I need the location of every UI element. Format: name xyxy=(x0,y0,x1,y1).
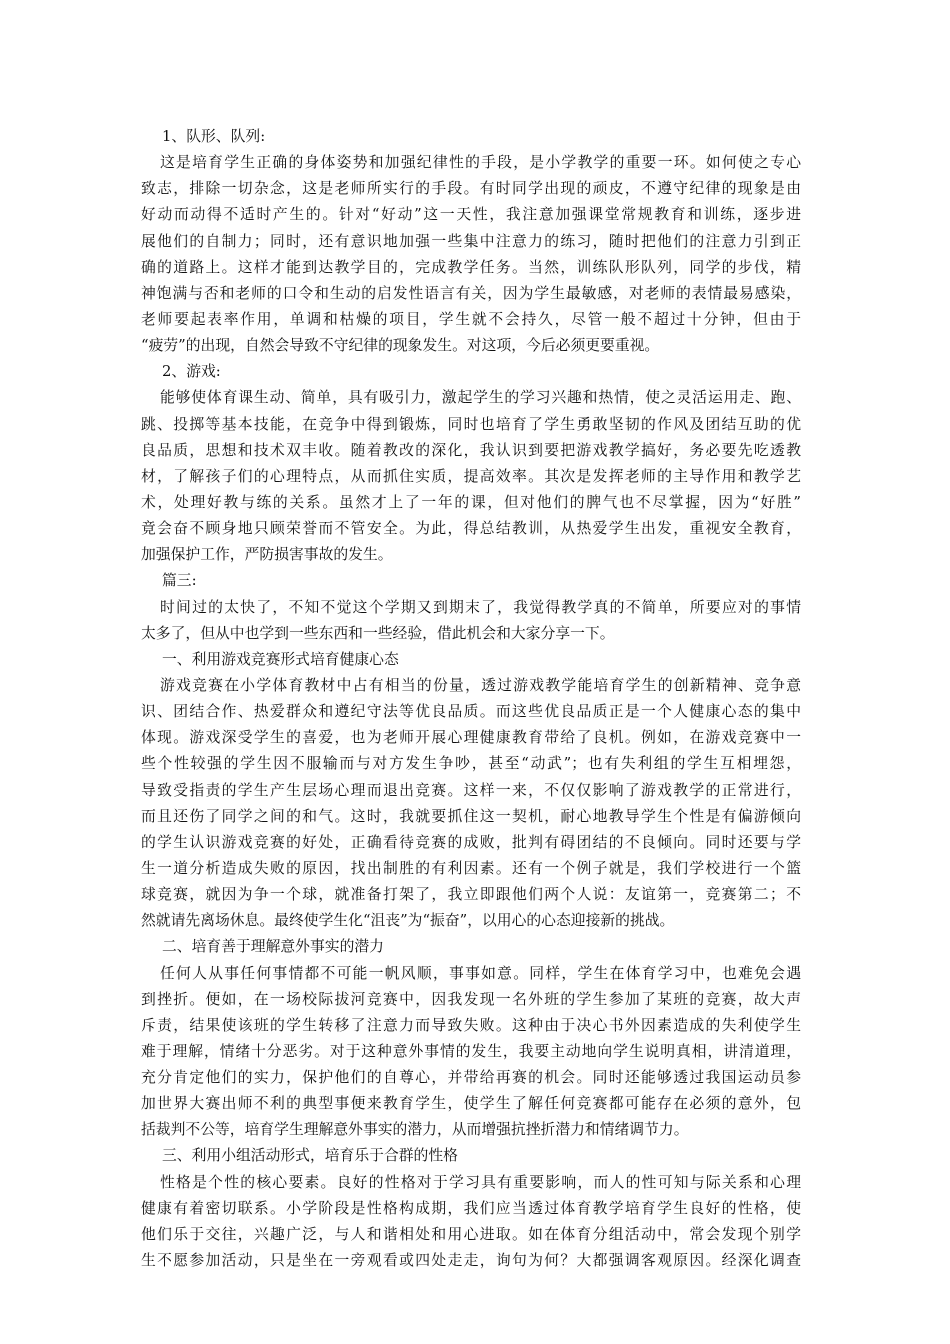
paragraph-line: 的学生认识游戏竞赛的好处，正确看待竞赛的成败，批判有碍团结的不良倾向。同时还要与学 xyxy=(141,833,801,851)
paragraph-line: 难于理解，情绪十分恶劣。对于这种意外事情的发生，我要主动地向学生说明真相，讲清道理， xyxy=(141,1042,801,1060)
section-heading: 三、利用小组活动形式，培育乐于合群的性格 xyxy=(162,1147,458,1165)
section-heading: 篇三: xyxy=(162,572,197,590)
paragraph-line: 生一道分析造成失败的原因，找出制胜的有利因素。还有一个例子就是，我们学校进行一个篮 xyxy=(141,859,801,877)
paragraph-line: 太多了，但从中也学到一些东西和一些经验，借此机会和大家分享一下。 xyxy=(141,624,615,642)
paragraph-line: 游戏竞赛在小学体育教材中占有相当的份量，透过游戏教学能培育学生的创新精神、竞争意 xyxy=(160,676,801,694)
paragraph-line: 性格是个性的核心要素。良好的性格对于学习具有重要影响，而人的性可知与际关系和心理 xyxy=(160,1173,801,1191)
paragraph-line: 术，处理好教与练的关系。虽然才上了一年的课，但对他们的脾气也不尽掌握，因为“好胜” xyxy=(141,493,801,511)
paragraph-line: 加强保护工作，严防损害事故的发生。 xyxy=(141,546,393,564)
paragraph-line: 导致受指责的学生产生层场心理而退出竞赛。这样一来，不仅仅影响了游戏教学的正常进行， xyxy=(141,781,801,799)
paragraph-line: 好动而动得不适时产生的。针对“好动”这一天性，我注意加强课堂常规教育和训练，逐步进 xyxy=(141,206,801,224)
paragraph-line: 括裁判不公等，培育学生理解意外事实的潜力，从而增强抗挫折潜力和情绪调节力。 xyxy=(141,1121,689,1139)
paragraph-line: 材，了解孩子们的心理特点，从而抓住实质，提高效率。其次是发挥老师的主导作用和教学艺 xyxy=(141,467,801,485)
paragraph-line: 而且还伤了同学之间的和气。这时，我就要抓住这一契机，耐心地教导学生个性是有偏游倾向 xyxy=(141,807,801,825)
paragraph-line: 竟会奋不顾身地只顾荣誉而不管安全。为此，得总结教训，从热爱学生出发，重视安全教育， xyxy=(141,520,801,538)
paragraph-line: 良品质，思想和技术双丰收。随着教改的深化，我认识到要把游戏教学搞好，务必要先吃透教 xyxy=(141,441,801,459)
paragraph-line: “疲劳”的出现，自然会导致不守纪律的现象发生。对这项，今后必须更要重视。 xyxy=(141,337,660,355)
paragraph-line: 展他们的自制力；同时，还有意识地加强一些集中注意力的练习，随时把他们的注意力引到正 xyxy=(141,232,801,250)
paragraph-line: 老师要起表率作用，单调和枯燥的项目，学生就不会持久，尽管一般不超过十分钟，但由于 xyxy=(141,310,801,328)
paragraph-line: 加世界大赛出师不利的典型事便来教育学生，使学生了解任何竞赛都可能存在必须的意外，包 xyxy=(141,1095,801,1113)
paragraph-line: 体现。游戏深受学生的喜爱，也为老师开展心理健康教育带给了良机。例如，在游戏竞赛中一 xyxy=(141,729,801,747)
paragraph-line: 然就请先离场休息。最终使学生化“沮丧”为“振奋”，以用心的心态迎接新的挑战。 xyxy=(141,912,675,930)
section-heading: 二、培育善于理解意外事实的潜力 xyxy=(162,938,384,956)
paragraph-line: 识、团结合作、热爱群众和遵纪守法等优良品质。而这些优良品质正是一个人健康心态的集中 xyxy=(141,703,801,721)
paragraph-line: 健康有着密切联系。小学阶段是性格构成期，我们应当透过体育教学培育学生良好的性格，使 xyxy=(141,1199,801,1217)
paragraph-line: 球竞赛，就因为争一个球，就准备打架了，我立即跟他们两个人说：友谊第一，竞赛第二；不 xyxy=(141,886,801,904)
paragraph-line: 能够使体育课生动、简单，具有吸引力，激起学生的学习兴趣和热情，使之灵活运用走、跑、 xyxy=(160,389,801,407)
paragraph-line: 生不愿参加活动，只是坐在一旁观看或四处走走，询句为何？大都强调客观原因。经深化调查 xyxy=(141,1252,801,1270)
paragraph-line: 神饱满与否和老师的口令和生动的启发性语言有关，因为学生最敏感，对老师的表情最易感染， xyxy=(141,284,801,302)
paragraph-line: 跳、投掷等基本技能，在竞争中得到锻炼，同时也培育了学生勇敢坚韧的作风及团结互助的优 xyxy=(141,415,801,433)
paragraph-line: 这是培育学生正确的身体姿势和加强纪律性的手段，是小学教学的重要一环。如何使之专心 xyxy=(160,154,801,172)
section-heading: 1、队形、队列: xyxy=(162,128,266,145)
document-body xyxy=(141,124,801,1274)
paragraph-line: 时间过的太快了，不知不觉这个学期又到期末了，我觉得教学真的不简单，所要应对的事情 xyxy=(160,598,801,616)
section-heading: 2、游戏: xyxy=(162,363,221,381)
paragraph-line: 确的道路上。这样才能到达教学目的，完成教学任务。当然，训练队形队列，同学的步伐，精 xyxy=(141,258,801,276)
paragraph-line: 些个性较强的学生因不服输而与对方发生争吵，甚至“动武”；也有失利组的学生互相埋怨， xyxy=(141,755,801,773)
paragraph-line: 到挫折。便如，在一场校际拔河竞赛中，因我发现一名外班的学生参加了某班的竞赛，故大声 xyxy=(141,990,801,1008)
section-heading: 一、利用游戏竞赛形式培育健康心态 xyxy=(162,650,399,668)
paragraph-line: 充分肯定他们的实力，保护他们的自尊心，并带给再赛的机会。同时还能够透过我国运动员参 xyxy=(141,1069,801,1087)
paragraph-line: 任何人从事任何事情都不可能一帆风顺，事事如意。同样，学生在体育学习中，也难免会遇 xyxy=(160,964,801,982)
paragraph-line: 他们乐于交往，兴趣广泛，与人和谐相处和用心进取。如在体育分组活动中，常会发现个别学 xyxy=(141,1225,801,1243)
paragraph-line: 致志，排除一切杂念，这是老师所实行的手段。有时同学出现的顽皮，不遵守纪律的现象是由 xyxy=(141,180,801,198)
paragraph-line: 斥责，结果使该班的学生转移了注意力而导致失败。这种由于决心书外因素造成的失利使学生 xyxy=(141,1016,801,1034)
